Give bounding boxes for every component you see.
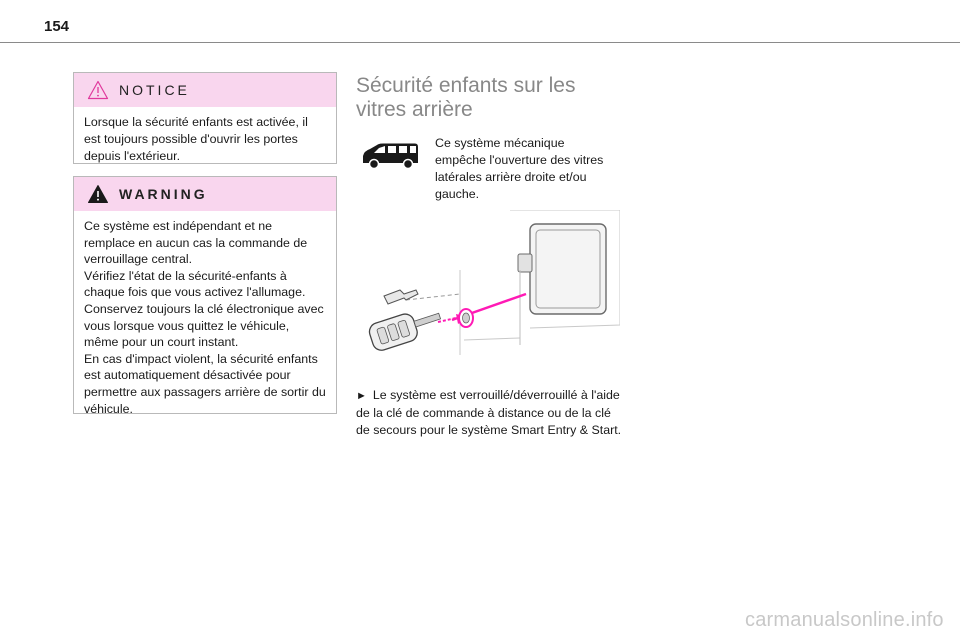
warning-box bbox=[73, 176, 337, 414]
key-child-lock-illustration bbox=[360, 210, 620, 360]
bullet-text: Le système est verrouillé/déverrouillé à l'aide de la clé de commande à distance ou de la clé de secours pour le système Smart Entry & Start. bbox=[356, 388, 622, 437]
warning-paragraph: En cas d'impact violent, la sécurité enfants est automatiquement désactivée pour permettre aux passagers arrière de sortir du véhicule. bbox=[84, 351, 326, 416]
van-icon bbox=[360, 141, 420, 171]
warning-title: WARNING bbox=[119, 186, 208, 202]
section-title: Sécurité enfants sur les vitres arrière bbox=[356, 74, 576, 121]
notice-box bbox=[73, 72, 337, 164]
warning-body bbox=[74, 211, 336, 417]
caution-triangle-outline-icon bbox=[87, 80, 109, 100]
bullet-instruction bbox=[356, 387, 624, 439]
bullet-marker: ► bbox=[356, 390, 367, 402]
watermark[interactable]: carmanualsonline.info bbox=[745, 609, 944, 631]
notice-header bbox=[74, 73, 336, 107]
notice-body: Lorsque la sécurité enfants est activée, il est toujours possible d'ouvrir les portes depuis l'extérieur. bbox=[84, 115, 308, 163]
notice-title: NOTICE bbox=[119, 82, 190, 98]
page-number: 154 bbox=[44, 18, 70, 35]
warning-paragraph: Vérifiez l'état de la sécurité-enfants à chaque fois que vous activez l'allumage. bbox=[84, 268, 306, 300]
warning-header bbox=[74, 177, 336, 211]
warning-paragraph: Ce système est indépendant et ne remplace en aucun cas la commande de verrouillage central. bbox=[84, 219, 308, 267]
header-rule bbox=[0, 42, 960, 43]
warning-triangle-filled-icon bbox=[87, 184, 109, 204]
intro-text: Ce système mécanique empêche l'ouverture des vitres latérales arrière droite et/ou gauche. bbox=[435, 136, 604, 201]
warning-paragraph: Conservez toujours la clé électronique avec vous lorsque vous quittez le véhicule, même pour un court instant. bbox=[84, 301, 324, 350]
